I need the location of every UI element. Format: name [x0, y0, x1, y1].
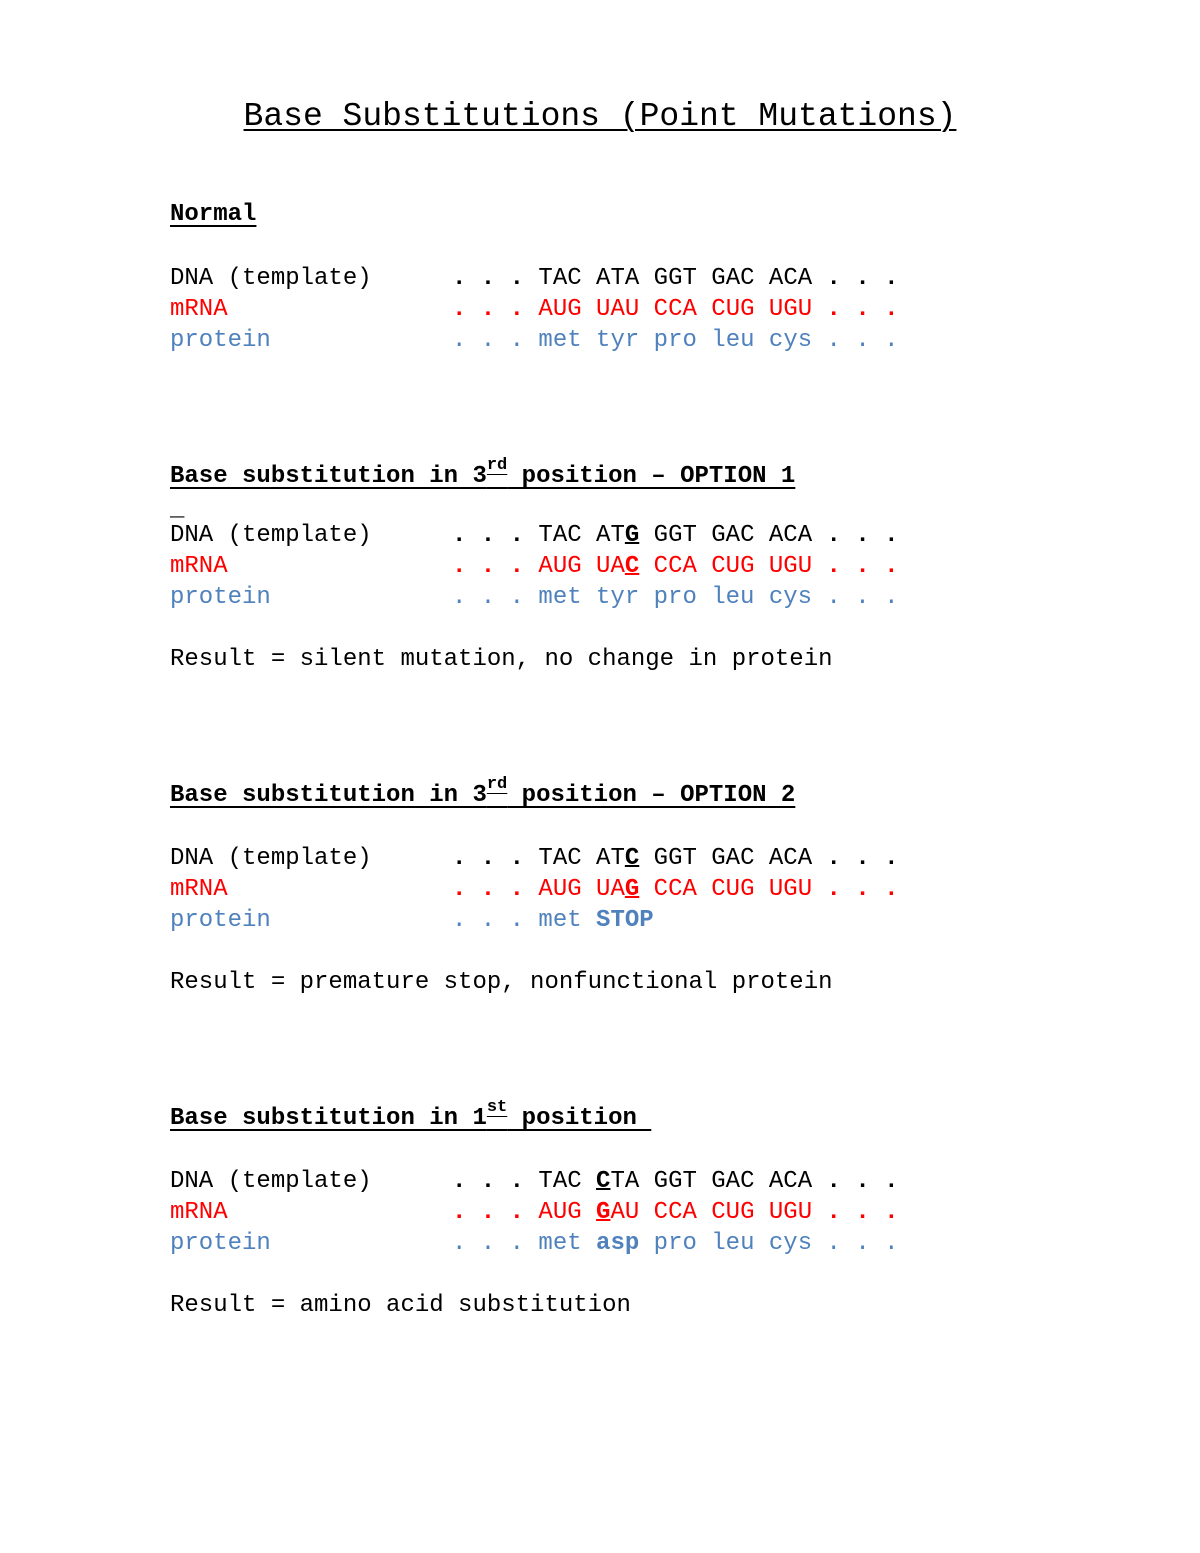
- first-pos-protein-row: [170, 1229, 899, 1259]
- dna-sequence: . . . TAC ATA GGT GAC ACA . . .: [452, 265, 899, 292]
- mutated-base: G: [624, 876, 640, 903]
- option2-dna-row: [170, 844, 899, 874]
- mutated-base: C: [624, 845, 640, 872]
- changed-amino-acid: asp: [596, 1230, 640, 1257]
- result-text: Result = silent mutation, no change in protein: [170, 646, 833, 673]
- protein-sequence: . . . met STOP: [452, 907, 654, 934]
- result-text: Result = amino acid substitution: [170, 1292, 631, 1319]
- section-heading-3rd-option-1: Base substitution in 3rd position – OPTION 1: [170, 456, 796, 490]
- mutated-base: G: [596, 1199, 611, 1226]
- normal-mrna-row: [170, 295, 899, 325]
- dna-sequence: . . . TAC ATG GGT GAC ACA . . .: [452, 522, 899, 549]
- stop-codon: STOP: [596, 907, 654, 934]
- mrna-sequence: . . . AUG UAC CCA CUG UGU . . .: [452, 553, 899, 580]
- mrna-label: mRNA: [170, 553, 228, 580]
- mrna-sequence: . . . AUG UAU CCA CUG UGU . . .: [452, 296, 899, 323]
- protein-label: protein: [170, 584, 271, 611]
- normal-protein-row: [170, 326, 899, 356]
- option2-protein-row: [170, 906, 654, 936]
- mutated-base: G: [624, 522, 640, 549]
- mutated-base: C: [596, 1168, 611, 1195]
- dna-sequence: . . . TAC CTA GGT GAC ACA . . .: [452, 1168, 899, 1195]
- option1-mrna-row: [170, 552, 899, 582]
- mrna-label: mRNA: [170, 1199, 228, 1226]
- protein-label: protein: [170, 1230, 271, 1257]
- dna-label: DNA (template): [170, 522, 372, 549]
- protein-sequence: . . . met tyr pro leu cys . . .: [452, 327, 899, 354]
- normal-dna-row: [170, 264, 899, 294]
- dna-sequence: . . . TAC ATC GGT GAC ACA . . .: [452, 845, 899, 872]
- page-title: Base Substitutions (Point Mutations): [243, 98, 957, 135]
- mutated-base: C: [624, 553, 640, 580]
- protein-sequence: . . . met tyr pro leu cys . . .: [452, 584, 899, 611]
- protein-label: protein: [170, 907, 271, 934]
- option1-dna-row: [170, 521, 899, 551]
- protein-sequence: . . . met asp pro leu cys . . .: [452, 1230, 899, 1257]
- section-heading-3rd-option-2: Base substitution in 3rd position – OPTION 2: [170, 775, 796, 809]
- first-pos-dna-row: [170, 1167, 899, 1197]
- protein-label: protein: [170, 327, 271, 354]
- mrna-sequence: . . . AUG UAG CCA CUG UGU . . .: [452, 876, 899, 903]
- dna-label: DNA (template): [170, 265, 372, 292]
- section-heading-normal: Normal: [170, 201, 257, 228]
- section-heading-1st-position: Base substitution in 1st position: [170, 1098, 652, 1132]
- dna-label: DNA (template): [170, 845, 372, 872]
- option2-mrna-row: [170, 875, 899, 905]
- result-text: Result = premature stop, nonfunctional protein: [170, 969, 833, 996]
- option1-protein-row: [170, 583, 899, 613]
- mrna-sequence: . . . AUG GAU CCA CUG UGU . . .: [452, 1199, 899, 1226]
- mrna-label: mRNA: [170, 876, 228, 903]
- first-pos-mrna-row: [170, 1198, 899, 1228]
- mrna-label: mRNA: [170, 296, 228, 323]
- dna-label: DNA (template): [170, 1168, 372, 1195]
- stray-underscore: _: [170, 496, 185, 523]
